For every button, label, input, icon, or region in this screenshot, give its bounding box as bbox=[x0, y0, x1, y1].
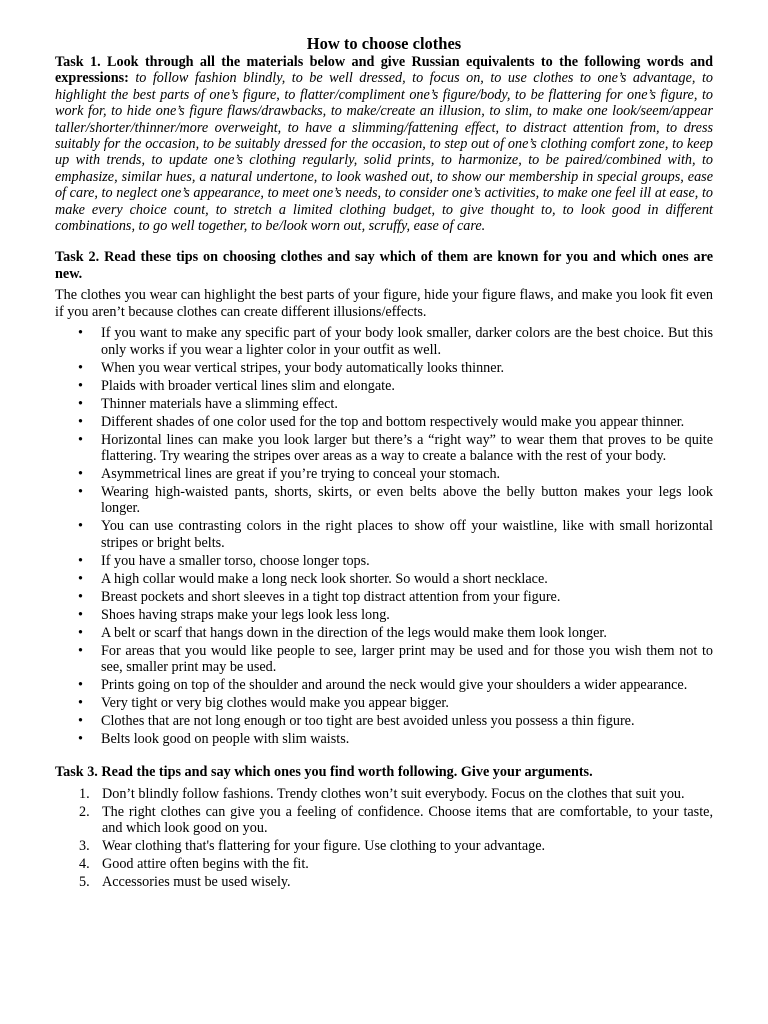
tip-text: Clothes that are not long enough or too tight are best avoided unless you possess a thin figure. bbox=[101, 713, 635, 730]
tips-list bbox=[55, 325, 713, 747]
tip-list-item bbox=[55, 643, 713, 676]
tip-list-item bbox=[55, 414, 713, 430]
tip-text: If you have a smaller torso, choose longer tops. bbox=[101, 552, 370, 569]
bullet-icon: • bbox=[78, 570, 83, 587]
bullet-icon: • bbox=[78, 325, 83, 342]
task1-expressions: to follow fashion blindly, to be well dressed, to focus on, to use clothes to one’s advantage, to highlight the best parts of one’s figure, to flatter/compliment one’s figure/body, to be flattering for one’s figure, to work for, to hide one’s figure flaws/drawbacks, to make/create an illusion, to slim, to make one look/seem/appear taller/shorter/thinner/more overweight, to have a slimming/fattening effect, to distract attention from, to dress suitably for the occasion, to be suitably dressed for the occasion, to step out of one’s clothing comfort zone, to keep up with trends, to update one’s clothing regularly, solid prints, to harmonize, to be paired/combined with, to emphasize, similar hues, a natural undertone, to look washed out, to show our membership in special groups, ease of care, to neglect one’s appearance, to meet one’s needs, to consider one’s activities, to make one feel ill at ease, to make every choice count, to stretch a limited clothing budget, to give thought to, to look good in different combinations, to go well together, to be/look worn out, scruffy, ease of care. bbox=[55, 70, 713, 235]
step-text: Good attire often begins with the fit. bbox=[102, 855, 309, 872]
bullet-icon: • bbox=[78, 731, 83, 748]
step-text: Wear clothing that's flattering for your figure. Use clothing to your advantage. bbox=[102, 837, 546, 854]
tip-text: Asymmetrical lines are great if you’re trying to conceal your stomach. bbox=[101, 465, 501, 482]
tip-list-item bbox=[55, 325, 713, 358]
tip-list-item bbox=[55, 571, 713, 587]
task1-heading: Task 1. Look through all the materials below and give Russian equivalents to the following words and expressions: bbox=[55, 54, 713, 87]
tip-text: Very tight or very big clothes would make you appear bigger. bbox=[101, 695, 449, 712]
tip-text: Shoes having straps make your legs look less long. bbox=[101, 606, 390, 623]
tip-list-item bbox=[55, 432, 713, 465]
bullet-icon: • bbox=[78, 588, 83, 605]
bullet-icon: • bbox=[78, 483, 83, 500]
step-list-item bbox=[55, 786, 713, 802]
tip-list-item bbox=[55, 589, 713, 605]
tip-text: Breast pockets and short sleeves in a tight top distract attention from your figure. bbox=[101, 588, 561, 605]
tip-list-item bbox=[55, 378, 713, 394]
tip-list-item bbox=[55, 607, 713, 623]
steps-list bbox=[55, 786, 713, 891]
tip-list-item bbox=[55, 553, 713, 569]
bullet-icon: • bbox=[78, 695, 83, 712]
tip-text: If you want to make any specific part of your body look smaller, darker colors are the best choice. But this only works if you wear a lighter color in your outfit as well. bbox=[101, 325, 713, 358]
tip-text: When you wear vertical stripes, your body automatically looks thinner. bbox=[101, 359, 505, 376]
bullet-icon: • bbox=[78, 642, 83, 659]
task2-intro: The clothes you wear can highlight the best parts of your figure, hide your figure flaws, and make you look fit even if you aren’t because clothes can create different illusions/effects. bbox=[55, 287, 713, 320]
tip-list-item bbox=[55, 518, 713, 551]
tip-list-item bbox=[55, 731, 713, 747]
bullet-icon: • bbox=[78, 713, 83, 730]
step-text: Accessories must be used wisely. bbox=[102, 873, 291, 890]
task2-heading: Task 2. Read these tips on choosing clothes and say which of them are known for you and which ones are new. bbox=[55, 249, 713, 282]
tip-text: For areas that you would like people to see, larger print may be used and for those you wish them not to see, smaller print may be used. bbox=[101, 642, 713, 676]
bullet-icon: • bbox=[78, 413, 83, 430]
tip-text: Different shades of one color used for the top and bottom respectively would make you appear thinner. bbox=[101, 413, 685, 430]
tip-list-item bbox=[55, 466, 713, 482]
tip-list-item bbox=[55, 484, 713, 517]
bullet-icon: • bbox=[78, 377, 83, 394]
tip-text: A high collar would make a long neck look shorter. So would a short necklace. bbox=[101, 570, 548, 587]
tip-text: Belts look good on people with slim waists. bbox=[101, 731, 350, 748]
bullet-icon: • bbox=[78, 465, 83, 482]
step-text: Don’t blindly follow fashions. Trendy clothes won’t suit everybody. Focus on the clothes that suit you. bbox=[102, 785, 685, 802]
section-gap bbox=[55, 234, 713, 249]
bullet-icon: • bbox=[78, 518, 83, 535]
task3-heading: Task 3. Read the tips and say which ones you find worth following. Give your arguments. bbox=[55, 764, 593, 781]
tip-text: Plaids with broader vertical lines slim and elongate. bbox=[101, 377, 395, 394]
tip-list-item bbox=[55, 695, 713, 711]
step-list-item bbox=[55, 874, 713, 890]
tip-text: Horizontal lines can make you look larger but there’s a “right way” to wear them that proves to be quite flattering. Try wearing the stripes over areas as a way to create a balance with the rest of your body. bbox=[101, 431, 713, 464]
bullet-icon: • bbox=[78, 395, 83, 412]
tip-list-item bbox=[55, 713, 713, 729]
tip-list-item bbox=[55, 625, 713, 641]
step-number: 3. bbox=[79, 837, 90, 854]
tip-text: A belt or scarf that hangs down in the direction of the legs would make them look longer. bbox=[101, 624, 607, 641]
tip-text: Wearing high-waisted pants, shorts, skirts, or even belts above the belly button makes your legs look longer. bbox=[101, 483, 713, 517]
step-list-item bbox=[55, 838, 713, 854]
step-number: 2. bbox=[79, 803, 90, 820]
tip-list-item bbox=[55, 677, 713, 693]
section-gap bbox=[55, 749, 713, 764]
bullet-icon: • bbox=[78, 359, 83, 376]
tip-list-item bbox=[55, 360, 713, 376]
tip-list-item bbox=[55, 396, 713, 412]
step-list-item bbox=[55, 804, 713, 837]
page-title: How to choose clothes bbox=[306, 34, 462, 53]
bullet-icon: • bbox=[78, 431, 83, 448]
bullet-icon: • bbox=[78, 552, 83, 569]
step-number: 1. bbox=[79, 785, 90, 802]
tip-text: Prints going on top of the shoulder and around the neck would give your shoulders a wider appearance. bbox=[101, 677, 688, 694]
step-number: 5. bbox=[79, 873, 90, 890]
task1-paragraph bbox=[55, 54, 713, 234]
step-number: 4. bbox=[79, 855, 90, 872]
step-list-item bbox=[55, 856, 713, 872]
tip-text: You can use contrasting colors in the right places to show off your waistline, like with small horizontal stripes or bright belts. bbox=[101, 518, 713, 551]
step-text: The right clothes can give you a feeling of confidence. Choose items that are comfortable, to your taste, and which look good on you. bbox=[102, 803, 713, 836]
tip-text: Thinner materials have a slimming effect. bbox=[101, 395, 338, 412]
bullet-icon: • bbox=[78, 677, 83, 694]
bullet-icon: • bbox=[78, 624, 83, 641]
bullet-icon: • bbox=[78, 606, 83, 623]
